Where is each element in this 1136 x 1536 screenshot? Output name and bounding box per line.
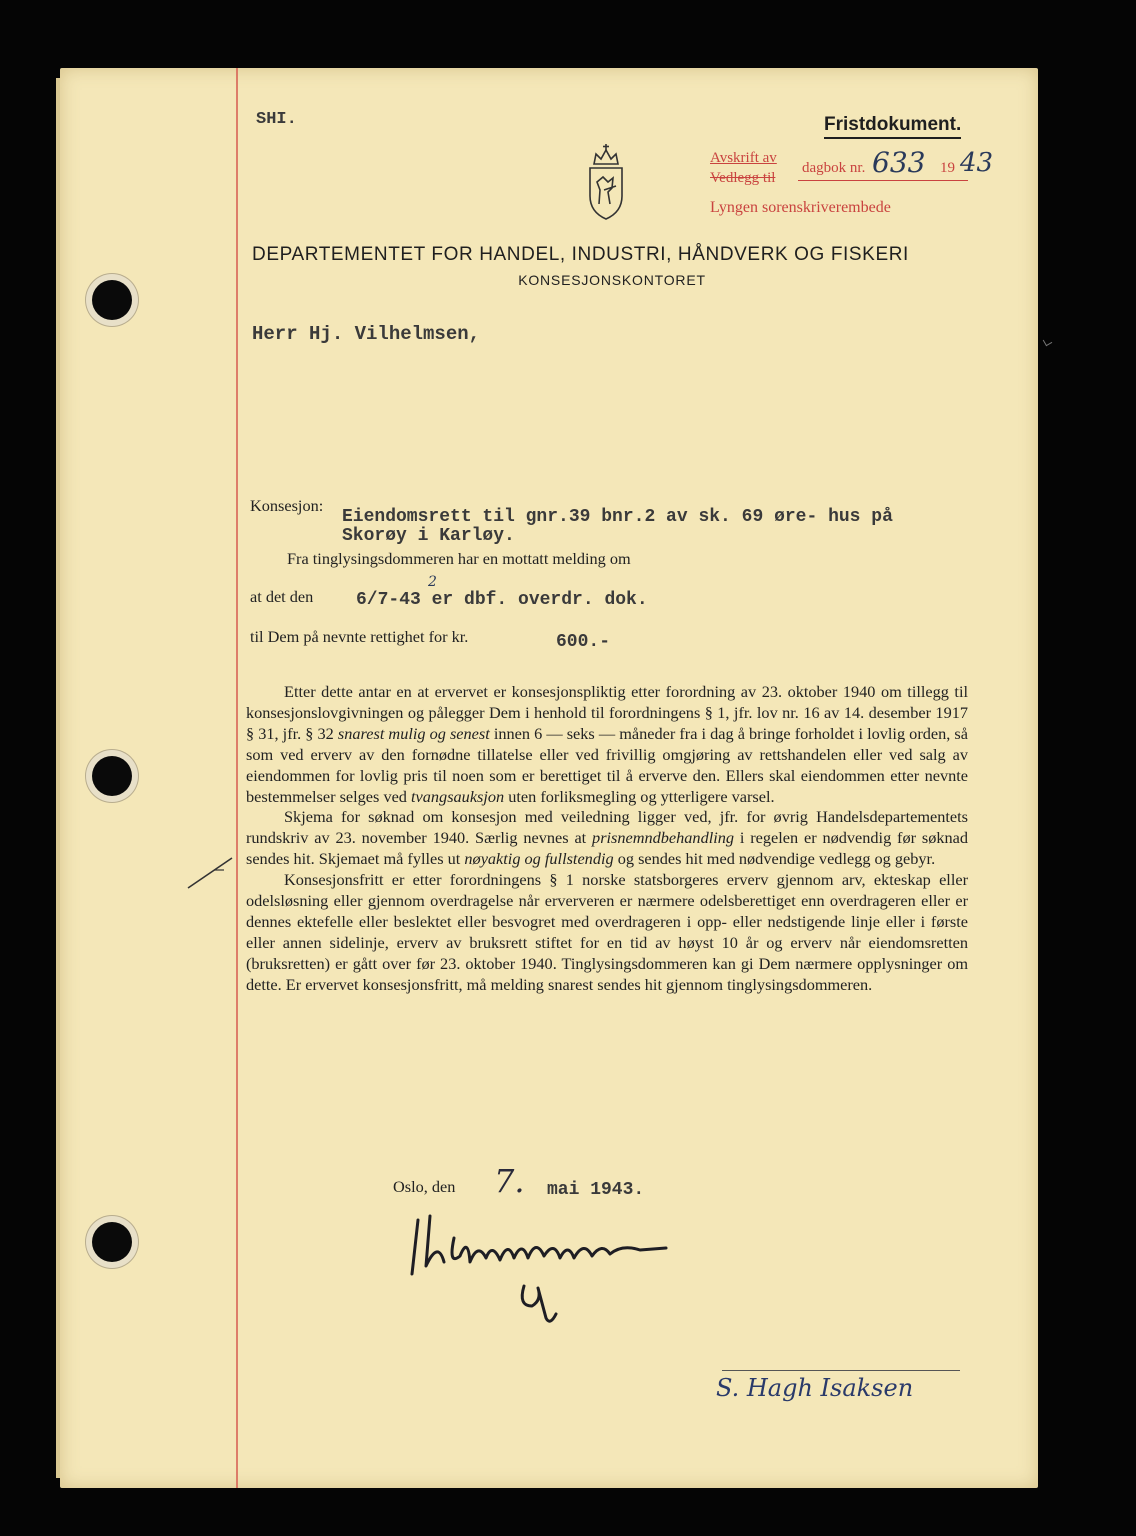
paragraph-1 <box>246 682 968 807</box>
konsesjon-line-1: Eiendomsrett til gnr.39 bnr.2 av sk. 69 øre- hus på <box>342 507 893 527</box>
paragraph-2-part-a: Skjema for søknad om konsesjon med veiledning ligger ved, jfr. for øvrig Handelsdepartementets rundskriv av 23. november 1940. Særlig nevnes at <box>246 807 968 848</box>
stamp-vedlegg-label: Vedlegg til <box>710 170 776 186</box>
punch-hole-middle <box>92 756 132 796</box>
closing-month-year: mai 1943. <box>547 1180 645 1200</box>
paragraph-1-emphasis-2: tvangsauksjon <box>411 786 505 806</box>
paragraph-2-part-c: og sendes hit med nødvendige vedlegg og gebyr. <box>617 849 936 869</box>
stamp-dagbok-label: dagbok nr. <box>802 160 866 176</box>
paragraph-1-emphasis: snarest mulig og senest <box>337 723 490 743</box>
copy-signature: S. Hagh Isaksen <box>716 1374 914 1402</box>
closing-day: 7. <box>494 1162 525 1200</box>
body-text <box>246 682 968 996</box>
konsesjon-line-2: Skorøy i Karløy. <box>342 526 515 546</box>
paragraph-2-emphasis: prisnemndbehandling <box>592 828 735 848</box>
paragraph-1-part-b: innen 6 — seks — måneder fra i dag å bringe forholdet i lovlig orden, så som ved erverv av den fornødne tillatelse eller ved frivillig omgjøring av rettshandelen eller ved salg av eiendommen for lovlig pris til noen som er berettiget til å erverve den. Ellers skal eiendommen etter nevnte bestemmelser selges ved <box>246 723 968 806</box>
paragraph-2-part-b: i regelen er nødvendig før søknad sendes hit. Skjemaet må fylles ut <box>246 828 968 869</box>
stamp-avskrift-label: Avskrift av <box>710 150 777 166</box>
paragraph-2 <box>246 807 968 870</box>
paragraph-1-part-c: uten forliksmegling og ytterligere varsel. <box>508 786 775 806</box>
reference-code: SHI. <box>256 110 297 129</box>
konsesjon-label: Konsesjon: <box>250 496 324 515</box>
document-type-title: Fristdokument. <box>824 114 961 139</box>
punch-hole-top <box>92 280 132 320</box>
date-note: 2 <box>428 574 437 590</box>
date-label: at det den <box>250 587 314 606</box>
official-signature-icon <box>396 1206 686 1326</box>
stamp-office: Lyngen sorenskriverembede <box>710 199 891 216</box>
paragraph-3: Konsesjonsfritt er etter forordningens § 1 norske statsborgeres erverv gjennom arv, ekteskap eller odelsløsning eller gjennom overdragelse når erververen er nærmere odelsberettiget enn overdrageren eller er dennes ektefelle eller beslektet eller besvogret med overdrageren i opp- eller nedstigende linje eller i første eller annen sidelinje, erverv av bruksrett stiftet for en tid av høyst 10 år og erverv når eiendomsretten (bruksretten) er gått over før 23. oktober 1940. Tinglysingsdommeren kan gi Dem nærmere opplysninger om dette. Er ervervet konsesjonsfritt, må melding snarest sendes hit gjennom tinglysingsdommeren. <box>246 870 968 994</box>
margin-rule <box>236 68 238 1488</box>
stamp-year-prefix: 19 <box>940 160 955 176</box>
price-label: til Dem på nevnte rettighet for kr. <box>250 627 469 646</box>
paragraph-2-emphasis-2: nøyaktig og fullstendig <box>464 849 614 869</box>
place-label: Oslo, den <box>393 1177 456 1196</box>
melding-intro: Fra tinglysingsdommeren har en mottatt melding om <box>287 549 631 568</box>
signature-line <box>722 1370 960 1371</box>
department-heading: DEPARTEMENTET FOR HANDEL, INDUSTRI, HÅNDVERK OG FISKERI <box>252 244 909 265</box>
margin-tick-icon <box>184 852 236 892</box>
corner-mark <box>1043 337 1053 347</box>
punch-hole-bottom <box>92 1222 132 1262</box>
recipient: Herr Hj. Vilhelmsen, <box>252 323 481 345</box>
stamp-year-suffix: 43 <box>960 148 994 178</box>
paragraph-1-part-a: Etter dette antar en at ervervet er konsesjonspliktig etter forordning av 23. oktober 1940 om tillegg til konsesjonslovgivningen og pålegger Dem i henhold til forordningens § 1, jfr. lov nr. 16 av 14. desember 1917 § 31, jfr. § 32 <box>246 682 968 743</box>
stamp-dagbok-underline <box>798 180 968 181</box>
stamp-dagbok-number: 633 <box>872 146 926 179</box>
coat-of-arms-icon <box>582 142 630 222</box>
date-value: 6/7-43 er dbf. overdr. dok. <box>356 590 648 610</box>
price-value: 600.- <box>556 632 611 652</box>
office-heading: KONSESJONSKONTORET <box>518 272 706 288</box>
